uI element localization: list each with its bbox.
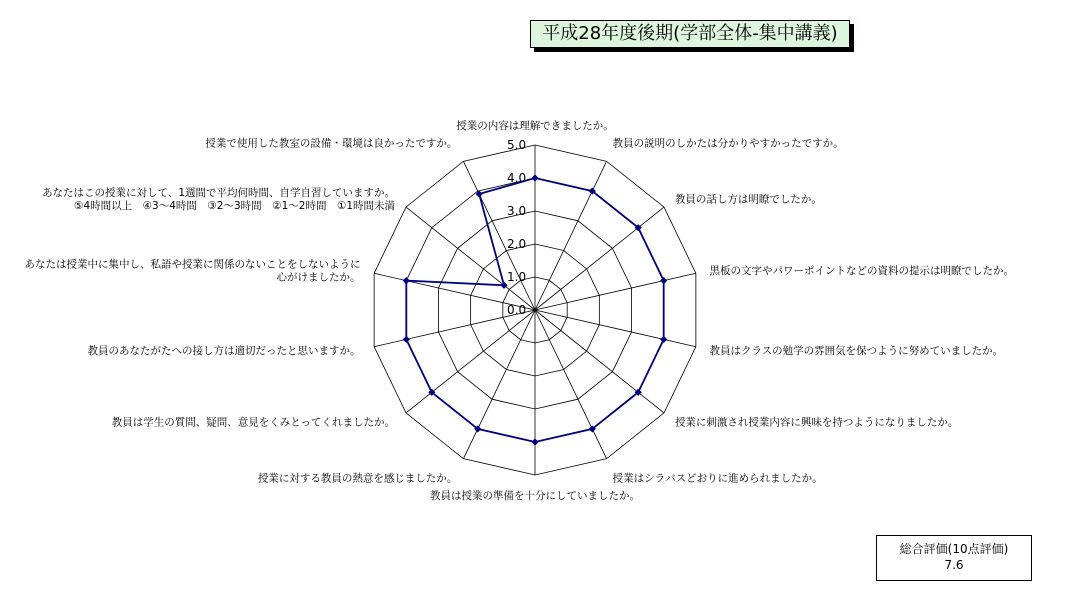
category-label: 授業の内容は理解できましたか。 xyxy=(456,120,614,132)
data-point xyxy=(531,174,538,181)
data-point xyxy=(660,277,667,284)
category-label: 教員の話し方は明瞭でしたか。 xyxy=(674,193,822,206)
category-label: 黒板の文字やパワーポイントなどの資料の提示は明瞭でしたか。 xyxy=(709,265,1015,278)
summary-label: 総合評価(10点評価) xyxy=(899,542,1009,556)
grid-spoke xyxy=(535,310,664,413)
summary-value: 7.6 xyxy=(944,558,964,572)
category-label: 授業に刺激され授業内容に興味を持つようになりましたか。 xyxy=(674,416,959,429)
tick-label: 3.0 xyxy=(507,204,527,218)
grid-spoke xyxy=(406,310,535,413)
grid-spoke xyxy=(535,207,664,310)
category-label: 教員は学生の質問、疑問、意見をくみとってくれましたか。 xyxy=(111,416,396,429)
grid-spoke xyxy=(535,310,696,347)
category-label: 授業に対する教員の熱意を感じましたか。 xyxy=(257,472,458,485)
data-point xyxy=(403,277,410,284)
grid-spoke xyxy=(406,207,535,310)
category-label: 授業はシラバスどおりに進められましたか。 xyxy=(612,472,823,485)
category-label: あなたはこの授業に対して、1週間で平均何時間、自学自習していますか。 ⑤4時間以上 ④3〜4時間 ③2〜3時間 ②1〜2時間 ①1時間未満 xyxy=(42,186,396,212)
tick-label: 5.0 xyxy=(507,138,527,152)
tick-label: 4.0 xyxy=(507,171,527,185)
tick-label: 1.0 xyxy=(507,270,527,284)
category-label: 教員のあなたがたへの接し方は適切だったと思いますか。 xyxy=(87,344,361,357)
summary-box xyxy=(876,535,1032,581)
category-label: 教員の説明のしかたは分かりやすかったですか。 xyxy=(612,137,844,150)
category-label: 授業で使用した教室の設備・環境は良かったですか。 xyxy=(205,137,458,150)
tick-label: 2.0 xyxy=(507,237,527,251)
data-point xyxy=(660,336,667,343)
category-label: 教員は授業の準備を十分にしていましたか。 xyxy=(430,490,640,502)
data-point xyxy=(531,438,538,445)
chart-title: 平成28年度後期(学部全体-集中講義) xyxy=(530,20,850,48)
category-label: 教員はクラスの勉学の雰囲気を保つように努めていましたか。 xyxy=(709,344,1004,357)
tick-label: 0.0 xyxy=(507,303,527,317)
grid-spoke xyxy=(535,273,696,310)
category-label: あなたは授業中に集中し、私語や授業に関係のないことをしないように心がけましたか。 xyxy=(24,258,361,284)
data-point xyxy=(403,336,410,343)
